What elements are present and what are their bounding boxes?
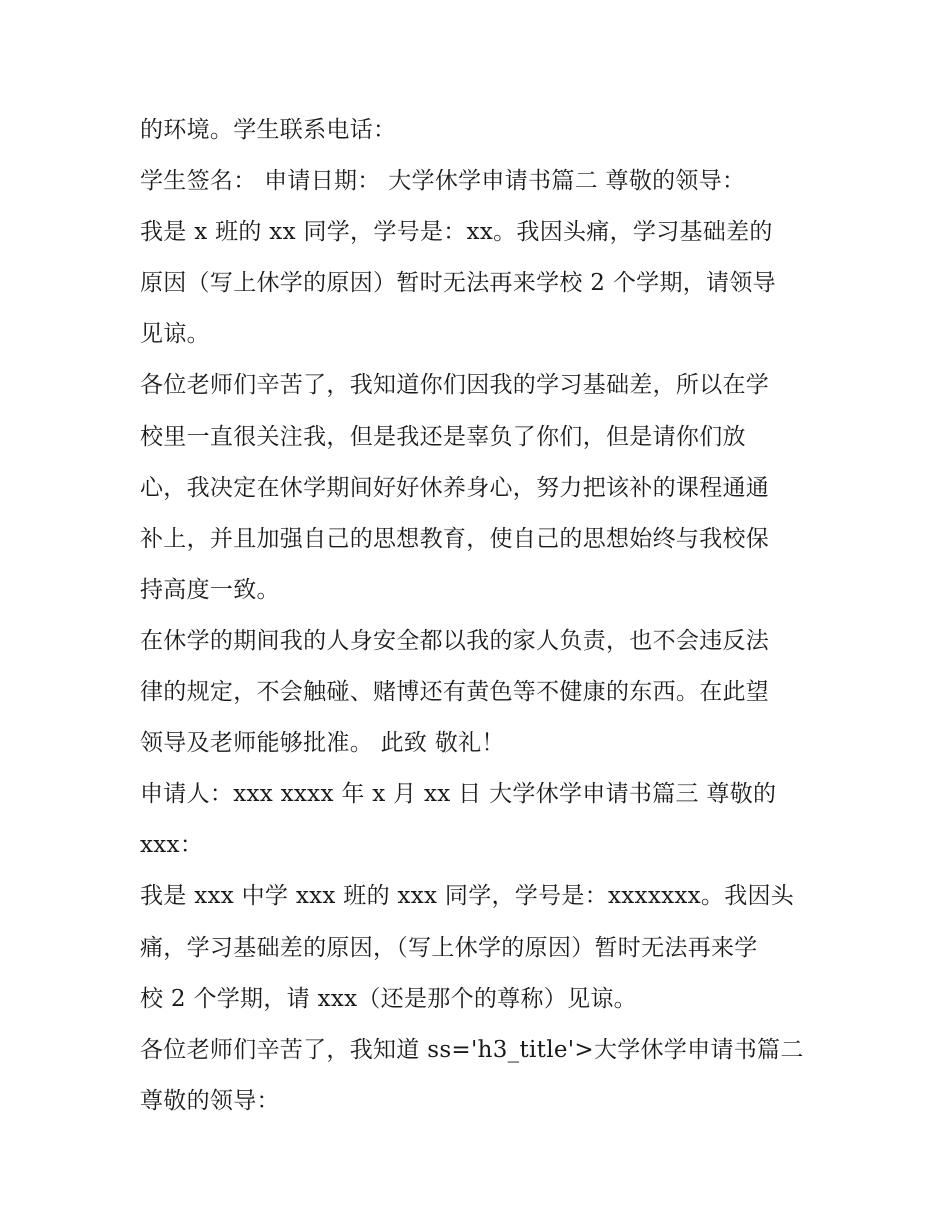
text-line: 尊敬的领导： — [140, 1087, 280, 1114]
text-line: 的环境。学生联系电话： — [140, 117, 397, 143]
text-line: 申请人：xxx xxxx 年 x 月 xx 日 大学休学申请书篇三 尊敬的 — [140, 781, 777, 808]
text-line: 见谅。 — [140, 321, 210, 348]
text-line: 校 2 个学期，请 xxx（还是那个的尊称）见谅。 — [140, 985, 637, 1012]
text-line: 原因（写上休学的原因）暂时无法再来学校 2 个学期，请领导 — [140, 270, 776, 297]
text-line: 持高度一致。 — [140, 576, 280, 603]
text-line: 各位老师们辛苦了，我知道 ss='h3_title'>大学休学申请书篇二 — [140, 1036, 804, 1063]
document-body — [140, 105, 820, 1127]
text-line: xxx： — [140, 832, 204, 859]
text-line: 领导及老师能够批准。 此致 敬礼！ — [140, 730, 505, 757]
text-line: 校里一直很关注我，但是我还是辜负了你们，但是请你们放 — [140, 423, 746, 450]
text-line: 心，我决定在休学期间好好休养身心，努力把该补的课程通通 — [140, 474, 770, 501]
text-line: 我是 x 班的 xx 同学，学号是：xx。我因头痛，学习基础差的 — [140, 219, 773, 246]
text-line: 痛，学习基础差的原因，（写上休学的原因）暂时无法再来学 — [140, 934, 758, 961]
text-line: 律的规定，不会触碰、赌博还有黄色等不健康的东西。在此望 — [140, 679, 770, 706]
text-line: 学生签名： 申请日期： 大学休学申请书篇二 尊敬的领导： — [140, 168, 746, 195]
text-line: 各位老师们辛苦了，我知道你们因我的学习基础差，所以在学 — [140, 372, 770, 399]
text-line: 我是 xxx 中学 xxx 班的 xxx 同学，学号是：xxxxxxx。我因头 — [140, 883, 795, 910]
text-line: 在休学的期间我的人身安全都以我的家人负责，也不会违反法 — [140, 627, 770, 654]
text-line: 补上，并且加强自己的思想教育，使自己的思想始终与我校保 — [140, 525, 770, 552]
